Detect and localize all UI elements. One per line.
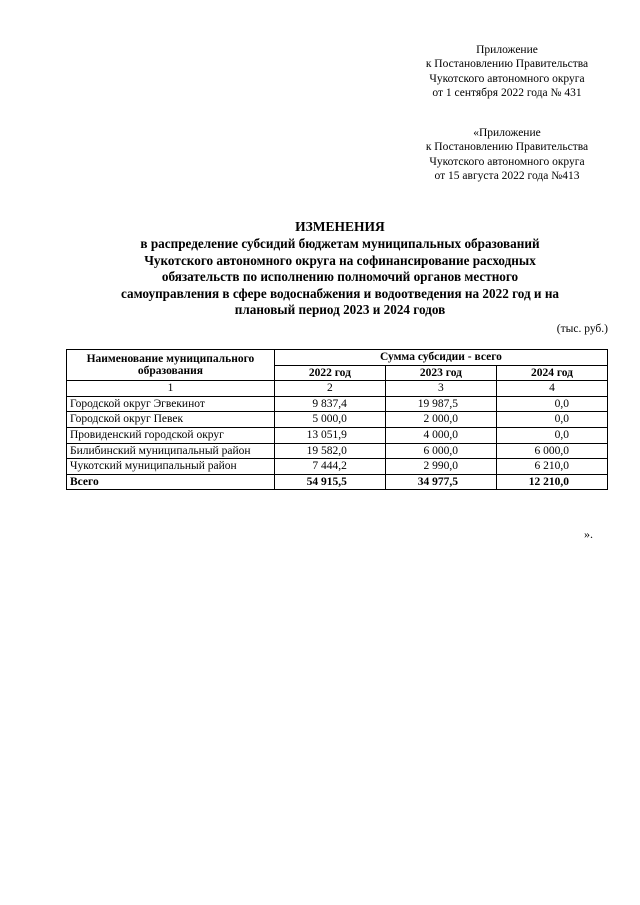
municipality-name: Чукотский муниципальный район [67,459,275,475]
municipality-name: Билибинский муниципальный район [67,443,275,459]
subtitle-line: в распределение субсидий бюджетам муниципальных образований [140,236,540,251]
value-2023: 2 990,0 [385,459,496,475]
value-2022: 19 582,0 [274,443,385,459]
appendix-line: Приложение [476,44,538,56]
table-row [67,427,608,443]
value-2024: 0,0 [496,396,607,412]
municipality-name: Провиденский городской округ [67,427,275,443]
appendix-reference-old [397,126,617,184]
column-header-name: Наименование муниципального образования [67,350,275,381]
value-2022: 5 000,0 [274,412,385,428]
appendix-line: «Приложение [473,127,541,139]
column-header-year: 2023 год [385,365,496,381]
table-row [67,459,608,475]
table-header-row [67,350,608,366]
total-label: Всего [67,474,275,490]
value-2024: 0,0 [496,412,607,428]
table-total-row [67,474,608,490]
value-2023: 19 987,5 [385,396,496,412]
value-2023: 2 000,0 [385,412,496,428]
appendix-line: к Постановлению Правительства [425,58,589,71]
municipality-name: Городской округ Певек [67,412,275,428]
subtitle-line: обязательств по исполнению полномочий органов местного [161,269,519,285]
subsidy-table [66,349,608,490]
document-heading: ИЗМЕНЕНИЯ [295,219,385,234]
column-number: 2 [274,381,385,397]
value-2024: 6 000,0 [496,443,607,459]
column-header-year: 2022 год [274,365,385,381]
document-subtitle [40,236,640,319]
units-label: (тыс. руб.) [556,323,608,335]
subtitle-line: самоуправления в сфере водоснабжения и водоотведения на 2022 год и на [120,285,560,301]
column-number: 3 [385,381,496,397]
subtitle-line: плановый период 2023 и 2024 годов [234,302,446,318]
appendix-line: Чукотского автономного округа [429,72,585,85]
appendix-reference-new [397,43,617,101]
column-number: 4 [496,381,607,397]
municipality-name: Городской округ Эгвекинот [67,396,275,412]
column-header-year: 2024 год [496,365,607,381]
value-2023: 4 000,0 [385,427,496,443]
total-2022: 54 915,5 [274,474,385,490]
appendix-line: от 15 августа 2022 года №413 [434,170,580,183]
table-row [67,396,608,412]
value-2024: 0,0 [496,427,607,443]
column-number: 1 [67,381,275,397]
appendix-line: Чукотского автономного округа [429,155,585,168]
total-2024: 12 210,0 [496,474,607,490]
value-2023: 6 000,0 [385,443,496,459]
subtitle-line: Чукотского автономного округа на софинансирование расходных [144,252,536,268]
appendix-line: к Постановлению Правительства [425,141,589,154]
value-2022: 13 051,9 [274,427,385,443]
value-2022: 9 837,4 [274,396,385,412]
total-2023: 34 977,5 [385,474,496,490]
column-header-sum: Сумма субсидии - всего [274,350,607,366]
appendix-line: от 1 сентября 2022 года № 431 [432,87,582,100]
table-row [67,412,608,428]
column-number-row [67,381,608,397]
table-row [67,443,608,459]
value-2022: 7 444,2 [274,459,385,475]
value-2024: 6 210,0 [496,459,607,475]
closing-quote: ». [584,527,593,541]
